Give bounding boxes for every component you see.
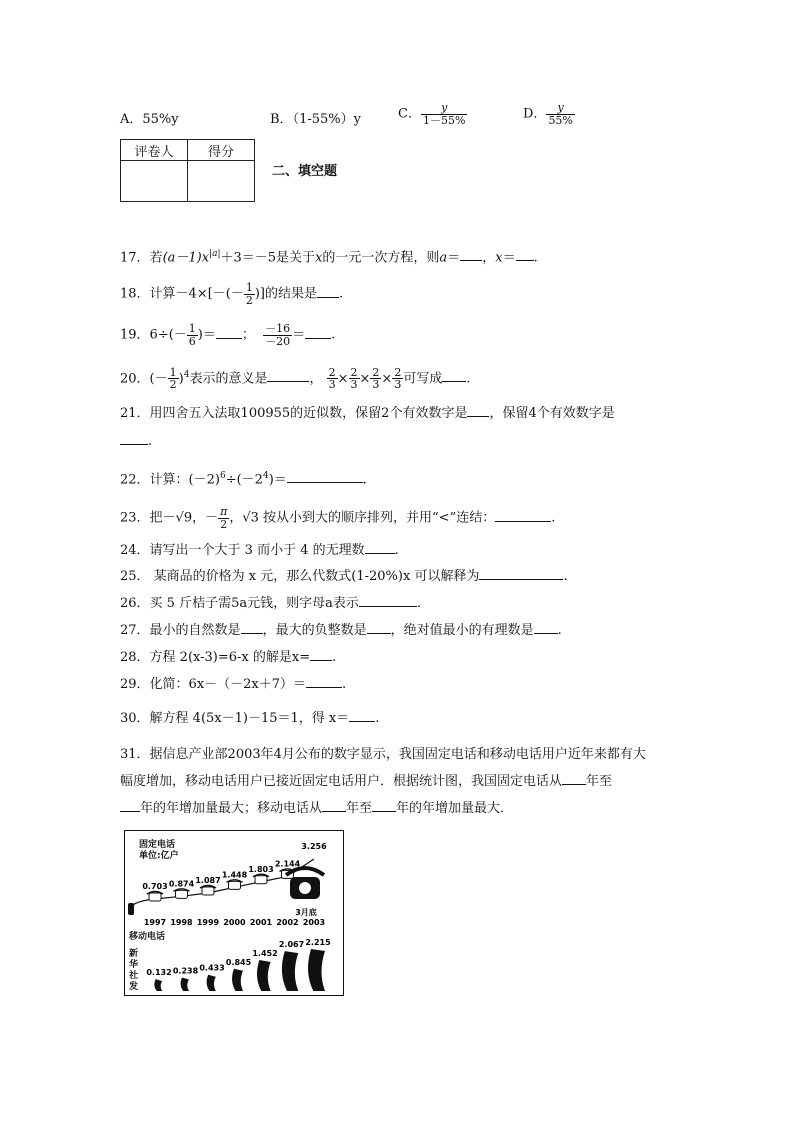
question-29: 29．化简：6x－（－2x＋7）＝ . [120,677,347,692]
year-label: 1997 [143,918,167,927]
grader-col-score: 得分 [188,140,255,161]
answer-blank[interactable] [367,621,391,634]
fixed-value-label: 3.256 [301,842,327,851]
answer-blank[interactable] [467,404,489,417]
answer-blank[interactable] [534,621,558,634]
answer-blank[interactable] [317,285,339,298]
question-31-line3: 年的年增加量最大；移动电话从 年至 年的年增加量最大． [120,799,513,819]
mobile-title: 移动电话 [129,932,166,942]
mobile-phone-icon [232,969,243,991]
option-d: D． $\frac{y}{55\%}$ [523,101,573,127]
mobile-phone-icon [308,949,325,991]
answer-blank[interactable] [460,248,482,261]
answer-blank[interactable] [562,772,586,785]
question-30: 30．解方程 4(5x－1)－15＝1，得 x＝ . [120,711,380,726]
year-label: 2001 [249,918,273,927]
fixed-value-label: 1.448 [221,870,248,880]
section-title: 二、填空题 [272,164,338,179]
answer-blank[interactable] [120,799,140,812]
option-b: B．（1-55%）y [270,112,361,127]
grader-cell-reviewer [121,161,188,202]
dial-icon [299,882,311,894]
year-label: 1999 [196,918,220,927]
year-label: 2003 [302,918,326,927]
telephone-icon [255,876,267,884]
mobile-value-label: 0.845 [225,957,252,967]
question-21-cont: . [120,432,152,452]
question-20: 20．(－ $\frac{1}{2}$ )$^4$表示的意义是 ， $\frac{2}{3}$ × $\frac{2}{3}$ × $\frac{2}{3}$ × $\frac{2}{3}$ 可写成 . [120,365,471,392]
answer-blank[interactable] [241,621,263,634]
question-24: 24．请写出一个大于 3 而小于 4 的无理数 . [120,543,399,558]
answer-blank[interactable] [479,567,563,580]
telephone-icon [202,887,214,895]
mobile-value-label: 1.452 [252,949,278,959]
question-19: 19．6÷(－ $\frac{1}{6}$ )＝ ； $\frac{-16}{-20}$ ＝ . [120,322,336,348]
question-31: 31．据信息产业部2003年4月公布的数字显示，我国固定电话和移动电话用户近年来都有大 [120,747,646,762]
fixed-value-label: 2.144 [274,859,301,869]
unit-label: 单位:亿户 [139,851,179,861]
fixed-value-label: 0.874 [168,879,195,889]
answer-blank[interactable] [372,799,396,812]
answer-blank[interactable] [287,470,363,483]
answer-blank[interactable] [310,648,332,661]
mobile-phone-icon [282,951,298,991]
question-31-line2: 幅度增加，移动电话用户已接近固定电话用户．根据统计图，我国固定电话从 年至 [120,774,613,789]
grader-cell-score [188,161,255,202]
option-a: A．55%y [120,112,179,127]
telephone-icon [229,881,241,889]
mobile-phone-icon [207,975,216,991]
mobile-value-label: 2.215 [305,938,331,947]
fixed-title: 固定电话 [139,840,176,850]
answer-blank[interactable] [365,541,395,554]
mobile-value-label: 0.238 [172,966,199,976]
answer-blank[interactable] [120,432,148,445]
option-c: C． $\frac{y}{1-55\%}$ [398,101,466,127]
answer-blank[interactable] [216,326,242,339]
answer-blank[interactable] [495,509,551,522]
year-label: 2000 [223,918,246,927]
question-26: 26．买 5 斤桔子需5a元钱，则字母a表示 . [120,596,421,611]
answer-blank[interactable] [322,799,346,812]
last-note-label: 3月底 [295,908,317,917]
phone-statistics-chart [124,830,344,996]
answer-blank[interactable] [306,675,342,688]
year-label: 2002 [276,918,299,927]
mobile-phone-icon [181,978,189,991]
question-25: 25． 某商品的价格为 x 元，那么代数式(1-20%)x 可以解释为 . [120,569,568,584]
answer-blank[interactable] [442,369,466,382]
telephone-icon [176,890,188,898]
answer-blank[interactable] [267,369,309,382]
question-18: 18．计算－4×[－(－ $\frac{1}{2}$ )]的结果是 . [120,281,344,307]
question-22: 22．计算：$(-2)^6\div(-2^4)=$ . [120,471,367,488]
grader-table [120,139,255,202]
fixed-value-label: 1.087 [195,875,221,885]
telephone-icon [149,893,161,901]
year-label: 1998 [170,918,193,927]
answer-blank[interactable] [305,326,331,339]
mobile-phone-icon [257,960,271,991]
chart-canvas [125,831,343,995]
mobile-value-label: 2.067 [278,940,305,950]
mobile-value-label: 0.132 [146,968,172,978]
grader-col-reviewer: 评卷人 [121,140,188,161]
answer-blank[interactable] [359,594,417,607]
question-28: 28．方程 2(x-3)=6-x 的解是x= . [120,650,337,665]
answer-blank[interactable] [516,248,534,261]
fixed-value-label: 1.803 [248,864,274,874]
handset-icon [128,903,134,915]
question-27: 27．最小的自然数是 ，最大的负整数是 ，绝对值最小的有理数是 . [120,623,562,638]
answer-blank[interactable] [349,709,375,722]
question-21: 21．用四舍五入法取100955的近似数，保留2个有效数字是 ，保留4个有效数字是 [120,406,615,421]
mobile-value-label: 0.433 [199,963,225,973]
question-17: 17．若$(a-1)x^{|a|}+3=-5$是关于x的一元一次方程，则a＝ ，x＝ . [120,249,538,266]
source-label: 新华社发 [129,949,139,992]
mobile-phone-icon [154,979,162,991]
question-23: 23．把－√9，－ $\frac{\pi}{2}$ ，√3 按从小到大的顺序排列，并用“<”连结： . [120,505,556,531]
fixed-value-label: 0.703 [142,882,168,891]
